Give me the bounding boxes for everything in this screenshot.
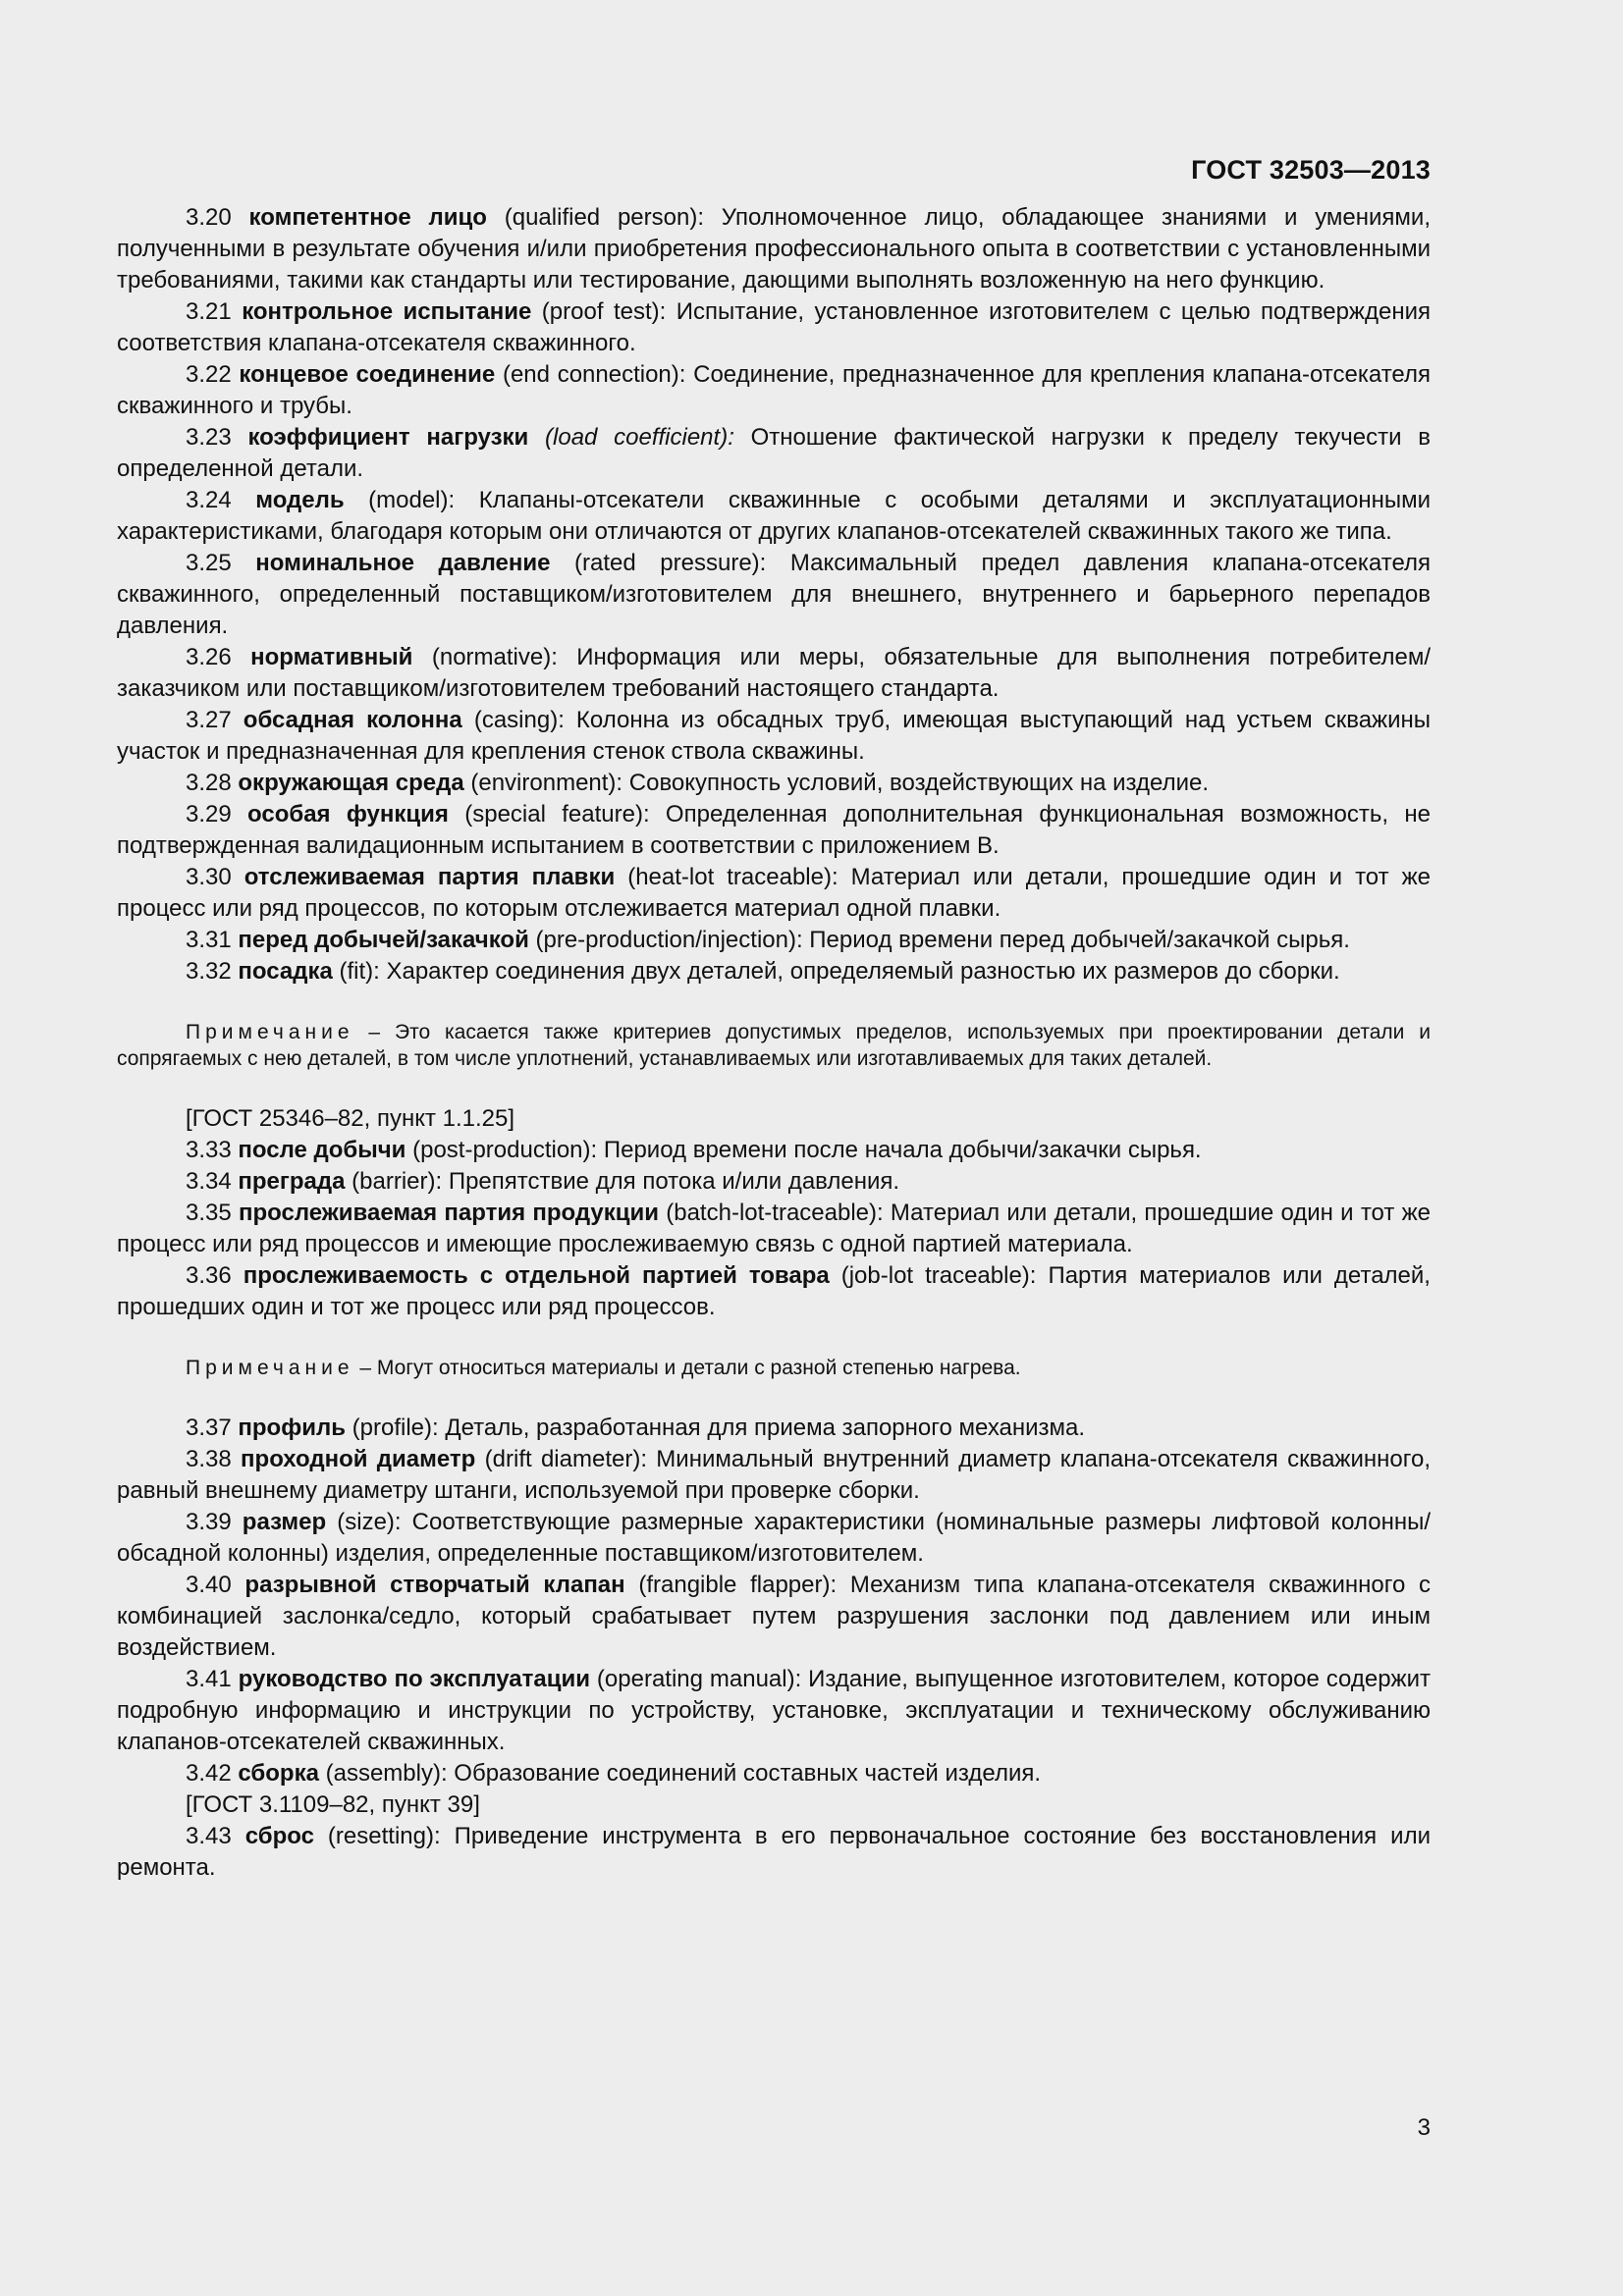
term-text: (batch-lot-traceable): Материал или детали, прошедшие один и тот же процесс или ряд процессов и имеющие прослеживаемую связь с одной партией материала.: [117, 1200, 1431, 1257]
term-definition: [117, 799, 1431, 862]
term-name: проходной диаметр: [241, 1446, 476, 1472]
term-definition: [117, 956, 1431, 988]
term-name: концевое соединение: [239, 361, 496, 388]
term-number: 3.35: [186, 1200, 239, 1226]
term-number: 3.38: [186, 1446, 242, 1472]
term-text: (post-production): Период времени после начала добычи/закачки сырья.: [406, 1137, 1202, 1163]
term-text: (pre-production/injection): Период времени перед добычей/закачкой сырья.: [528, 927, 1350, 953]
term-text: (job-lot traceable): Партия материалов или деталей, прошедших один и тот же процесс или ряд процессов.: [117, 1262, 1431, 1320]
reference: [ГОСТ 25346–82, пункт 1.1.25]: [186, 1105, 515, 1132]
term-definition: [117, 1570, 1431, 1664]
term-number: 3.34: [186, 1168, 239, 1195]
term-text: (casing): Колонна из обсадных труб, имеющая выступающий над устьем скважины участок и предназначенная для крепления стенок ствола скважины.: [117, 707, 1432, 765]
term-number: 3.30: [186, 864, 244, 890]
term-definition: [117, 202, 1431, 296]
term-name: компетентное лицо: [248, 204, 487, 231]
term-text: (proof test): Испытание, установленное изготовителем с целью подтверждения соответствия клапана-отсекателя скважинного.: [117, 298, 1431, 356]
term-text: (model): Клапаны-отсекатели скважинные с особыми деталями и эксплуатационными характеристиками, благодаря которым они отличаются от других клапанов-отсекателей скважинных такого же типа.: [117, 487, 1431, 545]
term-definition: [117, 642, 1431, 705]
term-number: 3.29: [186, 801, 248, 828]
term-definition: [117, 359, 1431, 422]
term-number: 3.32: [186, 958, 239, 985]
term-name: руководство по эксплуатации: [238, 1666, 591, 1692]
term-definition: [117, 1821, 1431, 1884]
term-number: 3.25: [186, 550, 256, 576]
document-header: ГОСТ 32503—2013: [1191, 155, 1431, 185]
term-text: (rated pressure): Максимальный предел давления клапана-отсекателя скважинного, определенный поставщиком/изготовителем для внешнего, внутреннего и барьерного перепадов давления.: [117, 550, 1431, 639]
term-name: окружающая среда: [238, 770, 464, 796]
term-name: перед добычей/закачкой: [238, 927, 529, 953]
term-definition: [117, 862, 1431, 925]
term-text: (special feature): Определенная дополнительная функциональная возможность, не подтвержденная валидационным испытанием в соответствии с приложением В.: [117, 801, 1431, 859]
term-text: (frangible flapper): Механизм типа клапана-отсекателя скважинного с комбинацией заслонка/седло, который срабатывает путем разрушения заслонки под давлением или иным воздействием.: [117, 1572, 1431, 1661]
term-name: прослеживаемость с отдельной партией товара: [243, 1262, 830, 1289]
term-name: отслеживаемая партия плавки: [243, 864, 616, 890]
term-text: (fit): Характер соединения двух деталей, определяемый разностью их размеров до сборки.: [332, 958, 1340, 985]
term-number: 3.21: [186, 298, 243, 325]
term-text: (assembly): Образование соединений составных частей изделия.: [318, 1760, 1042, 1787]
term-definition: [117, 485, 1431, 548]
term-text: (environment): Совокупность условий, воздействующих на изделие.: [463, 770, 1210, 796]
note-text: – Могут относиться материалы и детали с разной степенью нагрева.: [353, 1357, 1021, 1379]
term-text: (size): Соответствующие размерные характеристики (номинальные размеры лифтовой колонны/обсадной колонны) изделия, определенные поставщиком/изготовителем.: [117, 1509, 1431, 1567]
term-definition: [117, 705, 1431, 768]
term-name: нормативный: [250, 644, 413, 670]
term-name: сброс: [244, 1823, 314, 1849]
term-definition: [117, 296, 1431, 359]
term-definition: [117, 1260, 1431, 1323]
term-definition: [117, 1758, 1431, 1789]
term-text: (end connection): Соединение, предназначенное для крепления клапана-отсекателя скважинного и трубы.: [117, 361, 1431, 419]
term-definition: [117, 1413, 1431, 1444]
term-number: 3.27: [186, 707, 243, 733]
term-name: разрывной створчатый клапан: [244, 1572, 625, 1598]
note: [117, 1019, 1431, 1072]
term-text: (barrier): Препятствие для потока и/или давления.: [345, 1168, 900, 1195]
page-number: 3: [1417, 2114, 1431, 2141]
term-definition: [117, 1664, 1431, 1758]
term-text: (qualified person): Уполномоченное лицо, обладающее знаниями и умениями, полученными в результате обучения и/или приобретения профессионального опыта в соответствии с установленными требованиями, такими как стандарты или тестирование, дающими выполнять возложенную на него функцию.: [117, 204, 1431, 294]
term-name: коэффициент нагрузки: [247, 424, 529, 451]
term-name: профиль: [238, 1415, 346, 1441]
term-number: 3.33: [186, 1137, 239, 1163]
term-name: обсадная колонна: [243, 707, 462, 733]
term-number: 3.22: [186, 361, 240, 388]
term-name: после добычи: [238, 1137, 406, 1163]
term-number: 3.20: [186, 204, 249, 231]
term-number: 3.26: [186, 644, 251, 670]
term-text: Отношение фактической нагрузки к пределу текучести в определенной детали.: [117, 424, 1431, 482]
term-number: 3.24: [186, 487, 256, 513]
term-definition: [117, 422, 1431, 485]
term-name: номинальное давление: [255, 550, 551, 576]
term-number: 3.40: [186, 1572, 245, 1598]
term-text: (resetting): Приведение инструмента в его первоначальное состояние без восстановления или ремонта.: [117, 1823, 1431, 1881]
paragraph-gap: [117, 988, 1431, 1019]
term-name: контрольное испытание: [242, 298, 532, 325]
note-label: Примечание: [186, 1021, 354, 1043]
term-name: модель: [255, 487, 345, 513]
term-definition: [117, 925, 1431, 956]
term-name: размер: [242, 1509, 327, 1535]
term-definition: [117, 1198, 1431, 1260]
term-name: преграда: [238, 1168, 346, 1195]
term-definition: [117, 1507, 1431, 1570]
term-number: 3.42: [186, 1760, 239, 1787]
term-definition: [117, 768, 1431, 799]
term-number: 3.28: [186, 770, 239, 796]
document-body: [117, 202, 1431, 1884]
term-definition: [117, 1166, 1431, 1198]
term-number: 3.23: [186, 424, 248, 451]
term-name: сборка: [238, 1760, 319, 1787]
term-number: 3.43: [186, 1823, 245, 1849]
term-name: особая функция: [247, 801, 449, 828]
term-text: (heat-lot traceable): Материал или детали, прошедшие один и тот же процесс или ряд процессов, по которым отслеживается материал одной плавки.: [117, 864, 1432, 922]
term-number: 3.36: [186, 1262, 243, 1289]
paragraph-gap: [117, 1323, 1431, 1355]
reference: [ГОСТ 3.1109–82, пункт 39]: [186, 1791, 480, 1818]
paragraph-gap: [117, 1072, 1431, 1103]
term-name: прослеживаемая партия продукции: [238, 1200, 659, 1226]
note-text: – Это касается также критериев допустимых пределов, используемых при проектировании детали и сопрягаемых с нею деталей, в том числе уплотнений, устанавливаемых или изготавливаемых для таких деталей.: [117, 1021, 1431, 1070]
term-text: (normative): Информация или меры, обязательные для выполнения потребителем/заказчиком или поставщиком/изготовителем требований настоящего стандарта.: [117, 644, 1431, 702]
term-text: (drift diameter): Минимальный внутренний диаметр клапана-отсекателя скважинного, равный внешнему диаметру штанги, используемой при проверке сборки.: [117, 1446, 1431, 1504]
paragraph-gap: [117, 1381, 1431, 1413]
note-label: Примечание: [186, 1357, 354, 1379]
note: [117, 1355, 1431, 1381]
term-definition: [117, 1135, 1431, 1166]
term-number: 3.37: [186, 1415, 239, 1441]
term-name: посадка: [238, 958, 333, 985]
term-number: 3.41: [186, 1666, 239, 1692]
term-number: 3.31: [186, 927, 239, 953]
term-text: (operating manual): Издание, выпущенное изготовителем, которое содержит подробную информацию и инструкции по устройству, установке, эксплуатации и техническому обслуживанию клапанов-отсекателей скважинных.: [117, 1666, 1431, 1755]
term-definition: [117, 1444, 1431, 1507]
term-english-italic: (load coefficient):: [528, 424, 734, 451]
term-definition: [117, 548, 1431, 642]
term-number: 3.39: [186, 1509, 243, 1535]
term-text: (profile): Деталь, разработанная для приема запорного механизма.: [345, 1415, 1086, 1441]
